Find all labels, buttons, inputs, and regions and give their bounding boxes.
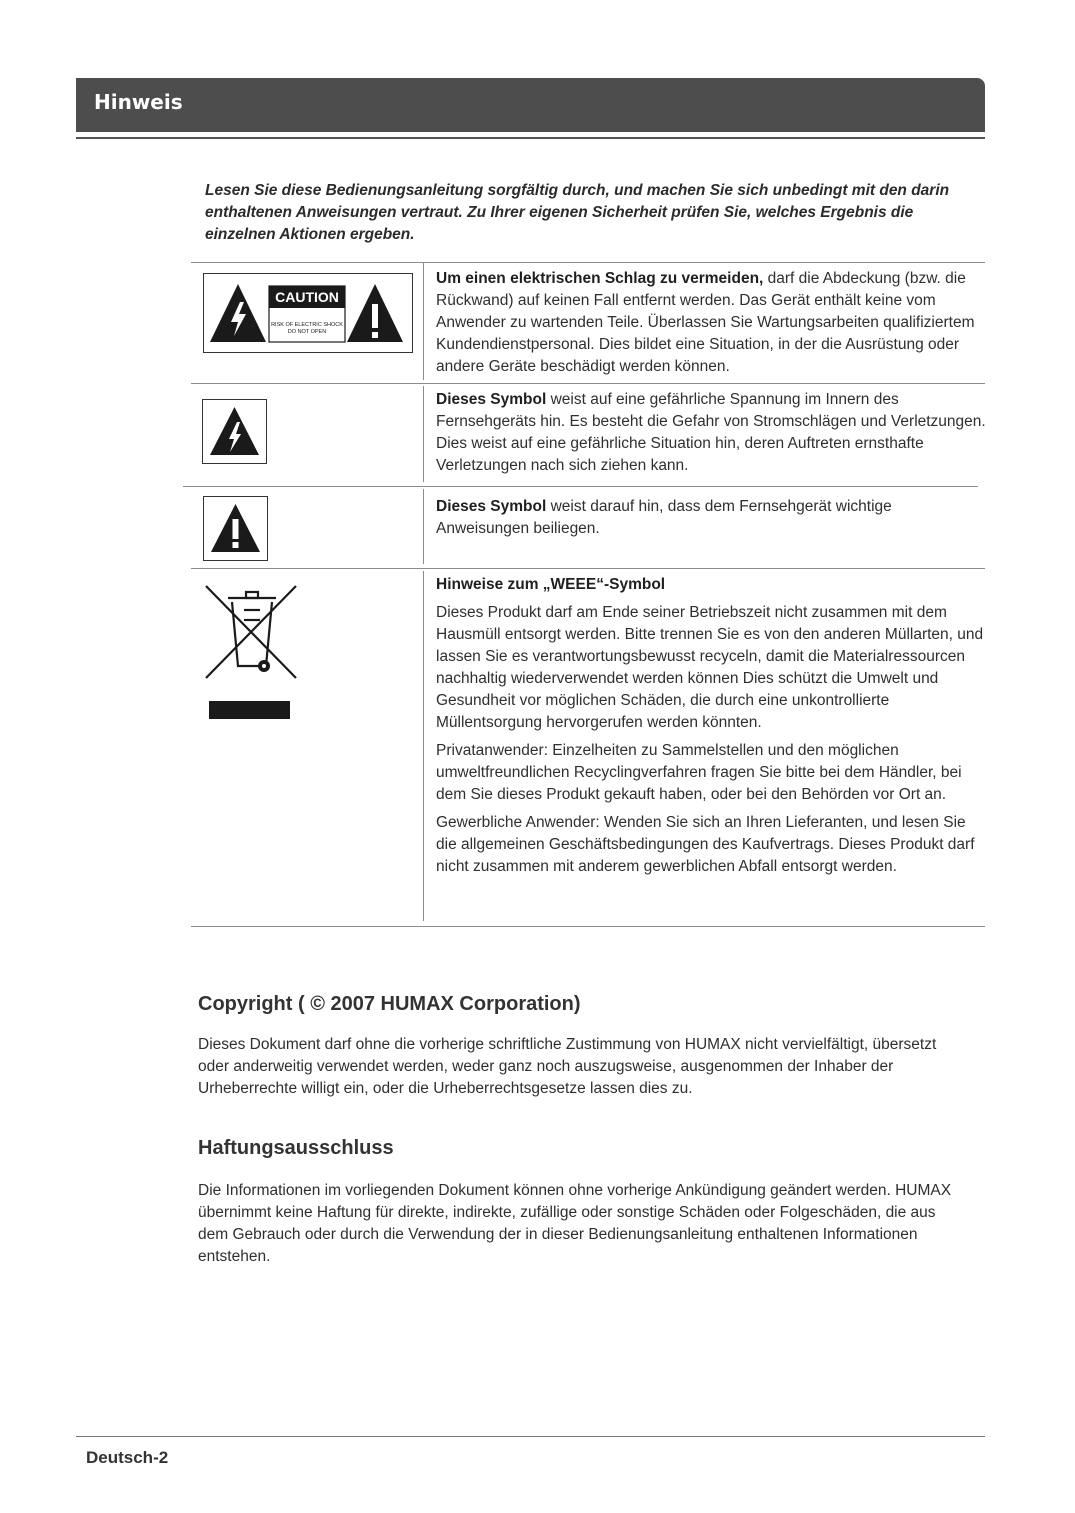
- copyright-heading: Copyright ( © 2007 HUMAX Corporation): [198, 993, 581, 1015]
- column-divider: [423, 571, 424, 921]
- row-body: darf die Abdeckung (bzw. die Rückwand) auf keinen Fall entfernt werden. Das Gerät enthält keine vom Anwender zu wartenden Teile. Überlassen Sie Wartungsarbeiten qualifiziertem Kundendienstpersonal. Dies bildet eine Situation, in der die Ausrüstung oder andere Geräte beschädigt werden können.: [436, 270, 975, 375]
- copyright-text: Dieses Dokument darf ohne die vorherige schriftliche Zustimmung von HUMAX nicht vervielfältigt, übersetzt oder anderweitig verwendet werden, weder ganz noch auszugsweise, ausgenommen der Inhaber der Urheberrechte willigt ein, oder die Urheberrechtsgesetze lassen dies zu.: [198, 1036, 937, 1097]
- high-voltage-icon: [203, 400, 266, 463]
- weee-paragraph: Gewerbliche Anwender: Wenden Sie sich an Ihren Lieferanten, und lesen Sie die allgemeinen Geschäftsbedingungen des Kaufvertrags. Dieses Produkt darf nicht zusammen mit anderem gewerblichen Abfall entsorgt werden.: [436, 814, 975, 875]
- row-bold-lead: Um einen elektrischen Schlag zu vermeiden,: [436, 270, 764, 287]
- weee-crossed-bin-icon: [204, 584, 300, 680]
- warning-symbol-box: [203, 496, 268, 561]
- row-text-instructions: [436, 496, 986, 540]
- weee-title: Hinweise zum „WEEE“-Symbol: [436, 576, 666, 593]
- caution-line-1: RISK OF ELECTRIC SHOCK: [271, 322, 343, 328]
- header-divider: [76, 137, 985, 139]
- column-divider: [423, 263, 424, 380]
- weee-text: [436, 574, 986, 884]
- exclamation-warning-icon: [204, 497, 267, 560]
- table-top-rule: [191, 262, 985, 263]
- table-bottom-rule: [191, 926, 985, 927]
- row-text-voltage: [436, 389, 986, 477]
- row-body: weist darauf hin, dass dem Fernsehgerät wichtige Anweisungen beiliegen.: [436, 498, 892, 537]
- row-divider: [183, 486, 978, 487]
- weee-black-bar: [209, 701, 290, 719]
- disclaimer-text: Die Informationen im vorliegenden Dokument können ohne vorherige Ankündigung geändert werden. HUMAX übernimmt keine Haftung für direkte, indirekte, zufällige oder sonstige Schäden oder Folgeschäden, die aus dem Gebrauch oder durch die Verwendung der in dieser Bedienungsanleitung enthaltenen Informationen entstehen.: [198, 1182, 952, 1265]
- column-divider: [423, 489, 424, 564]
- weee-paragraph: Privatanwender: Einzelheiten zu Sammelstellen und den möglichen umweltfreundlichen Recyclingverfahren fragen Sie bitte bei dem Händler, bei dem Sie dieses Produkt gekauft haben, oder bei den Behörden vor Ort an.: [436, 742, 962, 803]
- disclaimer-heading: Haftungsausschluss: [198, 1137, 394, 1159]
- voltage-symbol-box: [202, 399, 267, 464]
- section-title: Hinweis: [94, 90, 183, 114]
- footer-divider: [76, 1436, 985, 1437]
- caution-title: CAUTION: [275, 289, 339, 305]
- row-bold-lead: Dieses Symbol: [436, 391, 547, 408]
- row-body: weist auf eine gefährliche Spannung im Innern des Fernsehgeräts hin. Es besteht die Gefahr von Stromschlägen und Verletzungen. Dies weist auf eine gefährliche Situation hin, deren Auftreten ernsthafte Verletzungen nach sich ziehen kann.: [436, 391, 986, 474]
- row-text-electric-shock: [436, 268, 986, 378]
- intro-text: Lesen Sie diese Bedienungsanleitung sorgfältig durch, und machen Sie sich unbedingt mit den darin enthaltenen Anweisungen vertraut. Zu Ihrer eigenen Sicherheit prüfen Sie, welches Ergebnis die einzelnen Aktionen ergeben.: [205, 182, 950, 243]
- column-divider: [423, 386, 424, 482]
- caution-label: [203, 273, 413, 353]
- section-header: [76, 78, 985, 132]
- page-number: Deutsch-2: [86, 1448, 169, 1467]
- weee-paragraph: Dieses Produkt darf am Ende seiner Betriebszeit nicht zusammen mit dem Hausmüll entsorgt werden. Bitte trennen Sie es von den anderen Müllarten, und lassen Sie es verantwortungsbewusst recyceln, damit die Materialressourcen nachhaltig wiederverwendet werden können Dies schützt die Umwelt und Gesundheit vor möglichen Schäden, die durch eine unkontrollierte Müllentsorgung hervorgerufen werden könnten.: [436, 604, 984, 731]
- caution-label-graphic: [204, 274, 412, 352]
- row-bold-lead: Dieses Symbol: [436, 498, 547, 515]
- row-divider: [191, 383, 985, 384]
- caution-line-2: DO NOT OPEN: [287, 329, 327, 335]
- row-divider: [191, 568, 985, 569]
